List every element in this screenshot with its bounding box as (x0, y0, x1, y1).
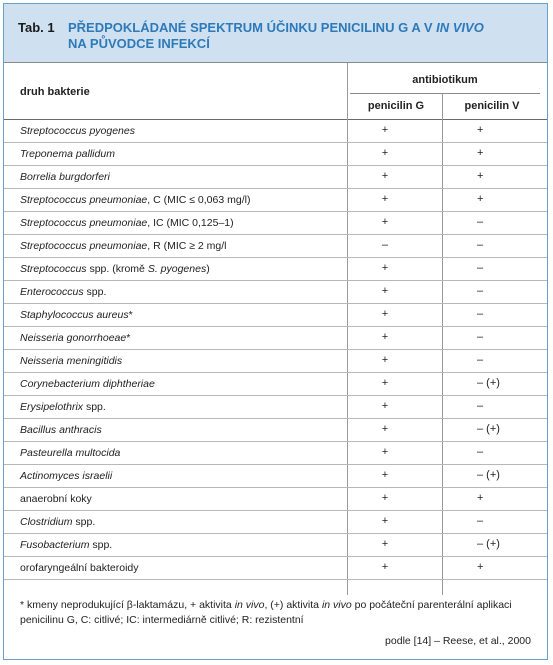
table-number: Tab. 1 (18, 20, 55, 35)
penicillin-v-activity: – (477, 331, 484, 343)
penicillin-v-activity: – (477, 400, 484, 412)
penicillin-v-activity: – (477, 239, 484, 251)
bacteria-name (20, 424, 102, 436)
penicillin-g-activity: + (381, 538, 389, 550)
source-citation: podle [14] – Reese, et al., 2000 (385, 635, 531, 647)
table-row (4, 304, 547, 327)
table-row (4, 396, 547, 419)
bacteria-name-part: * (128, 309, 133, 321)
table-row (4, 281, 547, 304)
bacteria-name (20, 332, 130, 344)
bacteria-name-part: , R (MIC ≥ 2 mg/l (147, 240, 227, 252)
bacteria-name-part: Treponema pallidum (20, 148, 115, 160)
column-header-penicillin-g: penicilin G (367, 100, 425, 112)
table-row (4, 488, 547, 511)
divider (350, 93, 540, 94)
penicillin-g-activity: + (381, 469, 389, 481)
bacteria-name (20, 240, 227, 252)
bacteria-name (20, 378, 155, 390)
table-row (4, 534, 547, 557)
bacteria-name-part: * (126, 332, 131, 344)
penicillin-g-activity: + (381, 561, 389, 573)
bacteria-name (20, 562, 139, 574)
table-row (4, 511, 547, 534)
bacteria-name-part: Staphylococcus aureus (20, 309, 129, 321)
bacteria-name-part: spp. (89, 539, 113, 551)
table-row (4, 557, 547, 580)
penicillin-g-activity: + (381, 515, 389, 527)
table-header (4, 4, 547, 62)
divider (4, 62, 547, 63)
footnote-italic: in vivo (321, 599, 352, 611)
table-row (4, 419, 547, 442)
bacteria-name (20, 539, 112, 551)
footnote-italic: in vivo (234, 599, 265, 611)
penicillin-v-activity: + (477, 561, 484, 573)
table-row (4, 235, 547, 258)
table-row (4, 258, 547, 281)
bacteria-name-part: Streptococcus pneumoniae (20, 217, 148, 229)
bacteria-name-part: Streptococcus pneumoniae (20, 240, 148, 252)
footnote-text: po počáteční parenterální aplikaci penicilinu G, C: citlivé; IC: intermediárně citlivé; R: rezistentní (20, 599, 512, 626)
table-row (4, 350, 547, 373)
bacteria-name-part: ) (206, 263, 210, 275)
bacteria-name-part: Streptococcus (20, 263, 87, 275)
bacteria-name (20, 447, 120, 459)
bacteria-name-part: S. pyogenes (147, 263, 207, 275)
bacteria-name (20, 493, 92, 505)
penicillin-v-activity: – (477, 515, 484, 527)
bacteria-name-part: Actinomyces israelii (20, 470, 113, 482)
bacteria-name-part: Erysipelothrix (20, 401, 84, 413)
bacteria-name (20, 194, 250, 206)
bacteria-name-part: spp. (72, 516, 96, 528)
penicillin-g-activity: + (381, 170, 389, 182)
bacteria-name (20, 125, 135, 137)
table-row (4, 327, 547, 350)
bacteria-name (20, 263, 210, 275)
bacteria-name-part: , C (MIC ≤ 0,063 mg/l) (147, 194, 251, 206)
bacteria-name-part: Streptococcus pyogenes (20, 125, 135, 137)
penicillin-v-activity: – (+) (477, 469, 500, 481)
penicillin-v-activity: – (477, 262, 484, 274)
penicillin-g-activity: + (381, 377, 389, 389)
penicillin-g-activity: + (381, 331, 389, 343)
bacteria-name-part: Neisseria gonorrhoeae (20, 332, 127, 344)
bacteria-name-part: Fusobacterium (20, 539, 90, 551)
penicillin-g-activity: + (381, 124, 389, 136)
penicillin-v-activity: – (+) (477, 423, 500, 435)
bacteria-name-part: orofaryngeální bakteroidy (20, 562, 139, 574)
title-text: PŘEDPOKLÁDANÉ SPEKTRUM ÚČINKU PENICILINU G A V (68, 20, 437, 35)
bacteria-name-part: Neisseria meningitidis (20, 355, 123, 367)
title-text-line2: NA PŮVODCE INFEKCÍ (68, 36, 210, 51)
penicillin-v-activity: – (477, 354, 484, 366)
penicillin-g-activity: – (381, 239, 389, 251)
table-row (4, 189, 547, 212)
penicillin-v-activity: – (477, 216, 484, 228)
penicillin-v-activity: – (+) (477, 538, 500, 550)
bacteria-name (20, 401, 106, 413)
table-row (4, 373, 547, 396)
table-row (4, 120, 547, 143)
penicillin-g-activity: + (381, 216, 389, 228)
bacteria-name-part: Clostridium (20, 516, 73, 528)
bacteria-name (20, 516, 95, 528)
column-header-penicillin-v: penicilin V (464, 100, 520, 112)
penicillin-g-activity: + (381, 446, 389, 458)
bacteria-name-part: spp. (83, 401, 106, 413)
penicillin-v-activity: + (477, 170, 484, 182)
bacteria-name-part: Streptococcus pneumoniae (20, 194, 148, 206)
bacteria-name (20, 309, 133, 321)
penicillin-v-activity: – (477, 446, 484, 458)
bacteria-name-part: Corynebacterium diphtheriae (20, 378, 155, 390)
penicillin-v-activity: + (477, 193, 484, 205)
penicillin-v-activity: – (+) (477, 377, 500, 389)
penicillin-v-activity: + (477, 492, 484, 504)
penicillin-g-activity: + (381, 400, 389, 412)
bacteria-name (20, 148, 115, 160)
bacteria-name-part: Bacillus anthracis (20, 424, 102, 436)
bacteria-name (20, 355, 122, 367)
table-row (4, 212, 547, 235)
penicillin-g-activity: + (381, 193, 389, 205)
title-italic: IN VIVO (436, 20, 484, 35)
bacteria-name (20, 171, 110, 183)
penicillin-g-activity: + (381, 285, 389, 297)
table-row (4, 442, 547, 465)
penicillin-g-activity: + (381, 354, 389, 366)
table-frame (3, 3, 548, 660)
column-group-header: antibiotikum (412, 74, 478, 86)
bacteria-name-part: , IC (MIC 0,125–1) (147, 217, 234, 229)
bacteria-name (20, 470, 112, 482)
penicillin-g-activity: + (381, 492, 389, 504)
penicillin-g-activity: + (381, 262, 389, 274)
penicillin-v-activity: – (477, 285, 484, 297)
footnote (20, 598, 540, 628)
penicillin-v-activity: + (477, 124, 484, 136)
bacteria-name-part: spp. (83, 286, 107, 298)
bacteria-name (20, 286, 106, 298)
footnote-text: , (+) aktivita (264, 599, 322, 611)
penicillin-v-activity: – (477, 308, 484, 320)
table-row (4, 465, 547, 488)
table-title (68, 20, 528, 52)
penicillin-v-activity: + (477, 147, 484, 159)
footnote-text: * kmeny neprodukující β-laktamázu, + aktivita (20, 599, 235, 611)
bacteria-name (20, 217, 234, 229)
bacteria-name-part: Borrelia burgdorferi (20, 171, 110, 183)
bacteria-name-part: Pasteurella multocida (20, 447, 121, 459)
penicillin-g-activity: + (381, 423, 389, 435)
table-row (4, 166, 547, 189)
penicillin-g-activity: + (381, 308, 389, 320)
penicillin-g-activity: + (381, 147, 389, 159)
bacteria-name-part: Enterococcus (20, 286, 84, 298)
column-header-bacteria: druh bakterie (20, 86, 90, 98)
table-row (4, 143, 547, 166)
bacteria-name-part: anaerobní koky (20, 493, 92, 505)
bacteria-name-part: spp. (kromě (86, 263, 148, 275)
